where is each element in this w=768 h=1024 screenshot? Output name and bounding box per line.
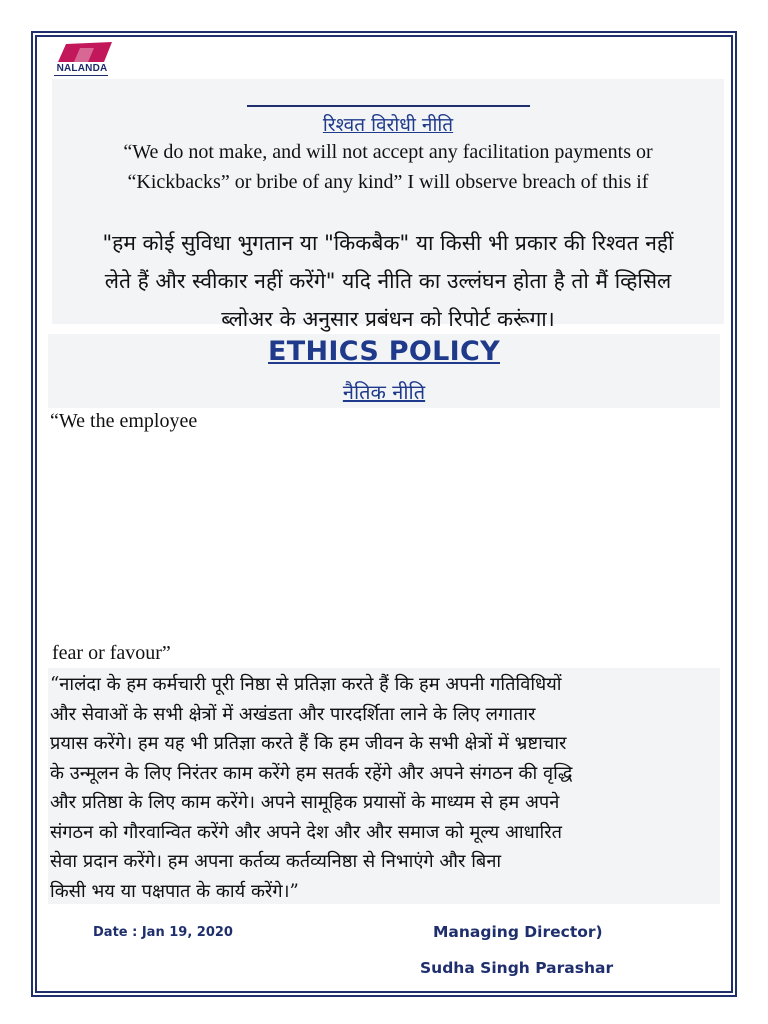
- hindi-pledge-line: “नालंदा के हम कर्मचारी पूरी निष्ठा से प्रतिज्ञा करते हैं कि हम अपनी गतिविधियों: [50, 674, 562, 695]
- signatory-designation: Managing Director): [433, 923, 603, 941]
- anti-bribery-title: रिश्वत विरोधी नीति: [322, 114, 454, 136]
- hindi-pledge-line: किसी भय या पक्षपात के कार्य करेंगे।”: [50, 880, 299, 902]
- anti-bribery-english-line: “We do not make, and will not accept any facilitation payments or: [123, 141, 653, 163]
- anti-bribery-rule: [247, 105, 530, 107]
- english-pledge-start: “We the employee: [50, 410, 198, 432]
- logo-mark-icon: [54, 42, 112, 62]
- hindi-pledge-line: सेवा प्रदान करेंगे। हम अपना कर्तव्य कर्तव्यनिष्ठा से निभाएंगे और बिना: [50, 851, 502, 872]
- anti-bribery-hindi-line: लेते हैं और स्वीकार नहीं करेंगे" यदि नीति का उल्लंघन होता है तो मैं व्हिसिल: [104, 269, 672, 293]
- hindi-pledge-text: [50, 670, 722, 906]
- anti-bribery-english-line: “Kickbacks” or bribe of any kind” I will observe breach of this if: [127, 171, 649, 193]
- hindi-pledge-line: और सेवाओं के सभी क्षेत्रों में अखंडता और पारदर्शिता लाने के लिए लगातार: [50, 703, 536, 725]
- logo-underline: [54, 75, 108, 76]
- hindi-pledge-line: और प्रतिष्ठा के लिए काम करेंगे। अपने सामूहिक प्रयासों के माध्यम से हम अपने: [50, 792, 560, 813]
- anti-bribery-english-text: [60, 137, 716, 197]
- anti-bribery-hindi-line: "हम कोई सुविधा भुगतान या "किकबैक" या किसी भी प्रकार की रिश्वत नहीं: [102, 231, 674, 255]
- nalanda-logo: [52, 42, 114, 78]
- anti-bribery-hindi-text: [52, 224, 724, 338]
- signatory-name: Sudha Singh Parashar: [420, 959, 614, 977]
- hindi-pledge-line: के उन्मूलन के लिए निरंतर काम करेंगे हम सतर्क रहेंगे और अपने संगठन की वृद्धि: [50, 762, 573, 784]
- anti-bribery-hindi-line: ब्लोअर के अनुसार प्रबंधन को रिपोर्ट करूंगा।: [221, 307, 555, 331]
- logo-text: NALANDA: [56, 63, 108, 74]
- ethics-subtitle: नैतिक नीति: [342, 380, 426, 404]
- hindi-pledge-line: संगठन को गौरवान्वित करेंगे और अपने देश और और समाज को मूल्य आधारित: [50, 821, 563, 843]
- hindi-pledge-line: प्रयास करेंगे। हम यह भी प्रतिज्ञा करते हैं कि हम जीवन के सभी क्षेत्रों में भ्रष्टाचार: [50, 733, 567, 754]
- ethics-title: ETHICS POLICY: [268, 336, 500, 367]
- document-date: Date : Jan 19, 2020: [93, 925, 233, 940]
- english-pledge-end: fear or favour”: [52, 642, 171, 664]
